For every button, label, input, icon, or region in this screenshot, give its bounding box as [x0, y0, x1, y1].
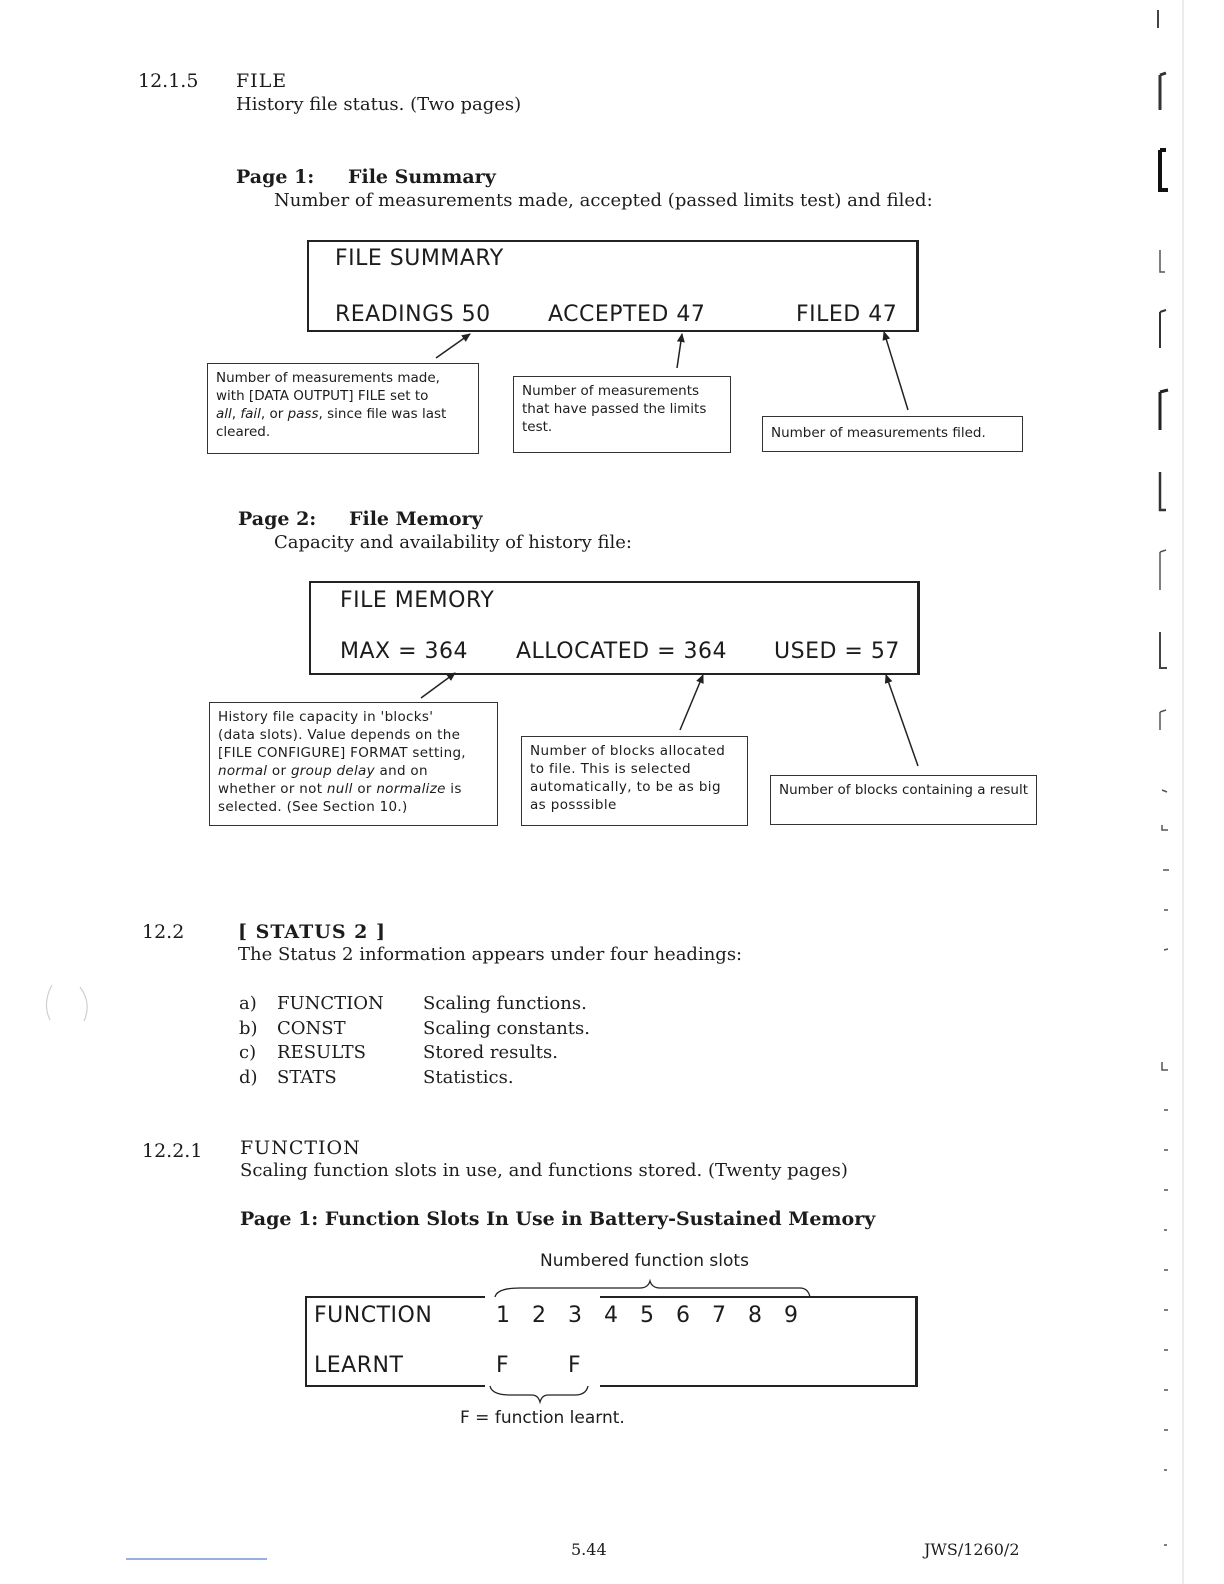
function-page1-heading: Page 1: Function Slots In Use in Battery-Sustained Memory — [240, 1208, 876, 1230]
slot-number: 3 — [568, 1303, 583, 1328]
page1-label: Page 1: — [236, 166, 315, 188]
slot-number: 6 — [676, 1303, 691, 1328]
accepted-note: Number of measurements that have passed the limits test. — [513, 376, 731, 453]
page2-title: File Memory — [349, 508, 483, 530]
page1-title: File Summary — [348, 166, 496, 188]
slot-number: 1 — [496, 1303, 511, 1328]
slots-caption: Numbered function slots — [540, 1251, 749, 1271]
slot-number: 8 — [748, 1303, 763, 1328]
file-memory-heading: FILE MEMORY — [340, 588, 495, 613]
accepted-value: ACCEPTED 47 — [544, 302, 709, 327]
file-summary-heading: FILE SUMMARY — [335, 246, 504, 271]
allocated-note: Number of blocks allocated to file. This is selected automatically, to be as big as posssible — [521, 736, 748, 826]
readings-note: Number of measurements made, with [DATA OUTPUT] FILE set to all, fail, or pass, since file was last cleared. — [207, 363, 479, 454]
readings-arrow — [436, 334, 470, 358]
list-item: c) RESULTS Stored results. — [239, 1042, 558, 1063]
section-1221-title: FUNCTION — [240, 1137, 361, 1159]
filed-value: FILED 47 — [792, 302, 901, 327]
allocated-arrow — [680, 675, 703, 730]
section-number: 12.1.5 — [138, 70, 199, 92]
used-arrow — [886, 675, 918, 766]
max-value: MAX = 364 — [340, 639, 472, 664]
filed-note: Number of measurements filed. — [762, 416, 1023, 452]
learnt-brace — [490, 1386, 588, 1402]
list-item: b) CONST Scaling constants. — [239, 1017, 590, 1039]
section-122-number: 12.2 — [142, 921, 185, 943]
slot-number: 9 — [784, 1303, 799, 1328]
section-122-title: [ STATUS 2 ] — [238, 921, 386, 943]
used-value: USED = 57 — [770, 639, 904, 664]
max-note: History file capacity in 'blocks' (data slots). Value depends on the [FILE CONFIGURE] FORMAT setting, normal or group delay and on whether or not null or normalize is selected. (See Section 10.) — [209, 702, 498, 826]
accepted-arrow — [677, 334, 682, 368]
slot-number: 5 — [640, 1303, 655, 1328]
learnt-flag: F — [496, 1353, 510, 1378]
slots-brace — [495, 1281, 810, 1297]
section-1221-number: 12.2.1 — [142, 1140, 203, 1162]
max-arrow — [421, 673, 455, 698]
binder-hole-ghost — [40, 975, 100, 1035]
allocated-value: ALLOCATED = 364 — [512, 639, 731, 664]
slot-number: 4 — [604, 1303, 619, 1328]
list-item: d) STATS Statistics. — [239, 1066, 514, 1088]
slot-number: 7 — [712, 1303, 727, 1328]
page1-description: Number of measurements made, accepted (passed limits test) and filed: — [274, 190, 933, 211]
learnt-legend: F = function learnt. — [460, 1408, 625, 1428]
page-number: 5.44 — [571, 1540, 607, 1559]
slot-number: 2 — [532, 1303, 547, 1328]
section-subtitle: History file status. (Two pages) — [236, 94, 522, 115]
section-1221-description: Scaling function slots in use, and functions stored. (Twenty pages) — [240, 1160, 848, 1181]
list-item: a) FUNCTION Scaling functions. — [239, 993, 587, 1014]
learnt-flag: F — [568, 1353, 582, 1378]
page2-description: Capacity and availability of history file: — [274, 532, 632, 553]
function-row-label: FUNCTION — [314, 1303, 433, 1328]
page2-label: Page 2: — [238, 508, 317, 530]
filed-arrow — [884, 332, 908, 410]
scan-edge-marks — [1150, 0, 1224, 1584]
learnt-row-label: LEARNT — [314, 1353, 404, 1378]
section-122-description: The Status 2 information appears under four headings: — [238, 944, 743, 965]
doc-reference: JWS/1260/2 — [924, 1540, 1020, 1559]
used-note: Number of blocks containing a result — [770, 775, 1037, 825]
section-title: FILE — [236, 70, 288, 92]
readings-value: READINGS 50 — [335, 302, 495, 327]
